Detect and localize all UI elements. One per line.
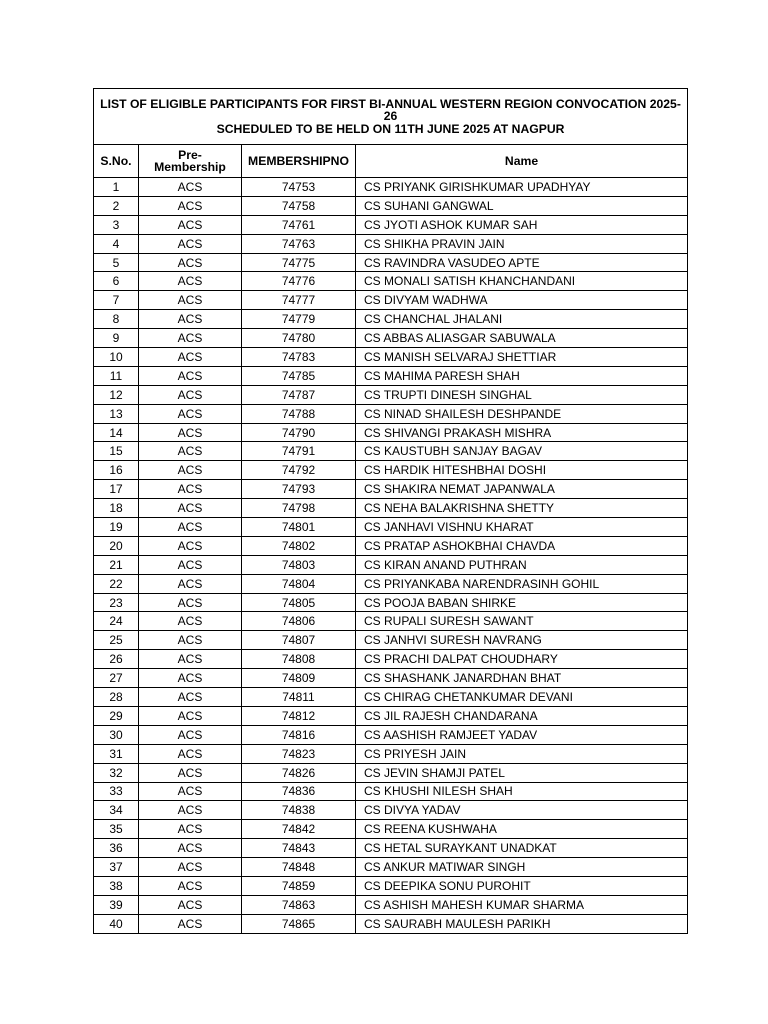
table-row — [94, 876, 688, 895]
participants-table — [93, 88, 688, 934]
row-pre-membership: ACS — [139, 272, 242, 291]
row-membership-no: 74848 — [242, 858, 356, 877]
row-membership-no: 74816 — [242, 725, 356, 744]
row-name: CS TRUPTI DINESH SINGHAL — [356, 385, 688, 404]
row-membership-no: 74807 — [242, 631, 356, 650]
row-membership-no: 74761 — [242, 215, 356, 234]
table-row — [94, 725, 688, 744]
row-pre-membership: ACS — [139, 555, 242, 574]
row-membership-no: 74793 — [242, 480, 356, 499]
table-row — [94, 480, 688, 499]
table-row — [94, 310, 688, 329]
row-sno: 22 — [94, 574, 139, 593]
row-pre-membership: ACS — [139, 234, 242, 253]
row-membership-no: 74801 — [242, 518, 356, 537]
row-sno: 24 — [94, 612, 139, 631]
table-row — [94, 385, 688, 404]
row-sno: 8 — [94, 310, 139, 329]
row-pre-membership: ACS — [139, 480, 242, 499]
row-name: CS PRACHI DALPAT CHOUDHARY — [356, 650, 688, 669]
table-row — [94, 461, 688, 480]
row-membership-no: 74804 — [242, 574, 356, 593]
row-pre-membership: ACS — [139, 669, 242, 688]
table-row — [94, 253, 688, 272]
row-pre-membership: ACS — [139, 291, 242, 310]
document-title — [94, 89, 688, 145]
table-row — [94, 574, 688, 593]
table-row — [94, 858, 688, 877]
table-row — [94, 272, 688, 291]
table-row — [94, 215, 688, 234]
table-row — [94, 914, 688, 933]
table-row — [94, 234, 688, 253]
row-name: CS DEEPIKA SONU PUROHIT — [356, 876, 688, 895]
table-row — [94, 669, 688, 688]
row-name: CS ANKUR MATIWAR SINGH — [356, 858, 688, 877]
row-membership-no: 74798 — [242, 499, 356, 518]
row-membership-no: 74802 — [242, 536, 356, 555]
row-membership-no: 74787 — [242, 385, 356, 404]
row-name: CS MANISH SELVARAJ SHETTIAR — [356, 348, 688, 367]
row-membership-no: 74792 — [242, 461, 356, 480]
row-pre-membership: ACS — [139, 839, 242, 858]
row-sno: 25 — [94, 631, 139, 650]
row-pre-membership: ACS — [139, 782, 242, 801]
table-row — [94, 593, 688, 612]
row-pre-membership: ACS — [139, 348, 242, 367]
row-membership-no: 74775 — [242, 253, 356, 272]
row-sno: 17 — [94, 480, 139, 499]
row-name: CS KIRAN ANAND PUTHRAN — [356, 555, 688, 574]
row-sno: 35 — [94, 820, 139, 839]
row-name: CS KHUSHI NILESH SHAH — [356, 782, 688, 801]
row-pre-membership: ACS — [139, 744, 242, 763]
row-name: CS KAUSTUBH SANJAY BAGAV — [356, 442, 688, 461]
table-row — [94, 763, 688, 782]
row-pre-membership: ACS — [139, 518, 242, 537]
table-row — [94, 329, 688, 348]
row-name: CS PRATAP ASHOKBHAI CHAVDA — [356, 536, 688, 555]
row-name: CS SAURABH MAULESH PARIKH — [356, 914, 688, 933]
row-pre-membership: ACS — [139, 876, 242, 895]
row-pre-membership: ACS — [139, 763, 242, 782]
row-name: CS JANHAVI VISHNU KHARAT — [356, 518, 688, 537]
row-sno: 30 — [94, 725, 139, 744]
title-line-2: SCHEDULED TO BE HELD ON 11TH JUNE 2025 AT NAGPUR — [216, 121, 565, 136]
row-membership-no: 74758 — [242, 196, 356, 215]
row-membership-no: 74838 — [242, 801, 356, 820]
row-sno: 37 — [94, 858, 139, 877]
row-pre-membership: ACS — [139, 404, 242, 423]
row-pre-membership: ACS — [139, 914, 242, 933]
row-name: CS MONALI SATISH KHANCHANDANI — [356, 272, 688, 291]
row-name: CS ASHISH MAHESH KUMAR SHARMA — [356, 895, 688, 914]
table-row — [94, 499, 688, 518]
row-name: CS RUPALI SURESH SAWANT — [356, 612, 688, 631]
table-body — [94, 178, 688, 934]
title-line-1: LIST OF ELIGIBLE PARTICIPANTS FOR FIRST BI-ANNUAL WESTERN REGION CONVOCATION 2025-26 — [100, 97, 681, 124]
row-membership-no: 74865 — [242, 914, 356, 933]
row-name: CS SHIVANGI PRAKASH MISHRA — [356, 423, 688, 442]
title-row — [94, 89, 688, 145]
row-name: CS SUHANI GANGWAL — [356, 196, 688, 215]
row-sno: 28 — [94, 688, 139, 707]
row-sno: 18 — [94, 499, 139, 518]
table-row — [94, 895, 688, 914]
row-name: CS PRIYESH JAIN — [356, 744, 688, 763]
row-name: CS CHANCHAL JHALANI — [356, 310, 688, 329]
row-sno: 40 — [94, 914, 139, 933]
table-row — [94, 782, 688, 801]
row-sno: 20 — [94, 536, 139, 555]
row-name: CS HETAL SURAYKANT UNADKAT — [356, 839, 688, 858]
row-membership-no: 74785 — [242, 366, 356, 385]
row-sno: 29 — [94, 706, 139, 725]
row-pre-membership: ACS — [139, 366, 242, 385]
table-row — [94, 442, 688, 461]
participants-sheet — [93, 88, 687, 934]
row-sno: 38 — [94, 876, 139, 895]
row-pre-membership: ACS — [139, 536, 242, 555]
row-sno: 39 — [94, 895, 139, 914]
row-sno: 6 — [94, 272, 139, 291]
row-name: CS AASHISH RAMJEET YADAV — [356, 725, 688, 744]
row-pre-membership: ACS — [139, 612, 242, 631]
row-sno: 32 — [94, 763, 139, 782]
row-name: CS CHIRAG CHETANKUMAR DEVANI — [356, 688, 688, 707]
row-name: CS POOJA BABAN SHIRKE — [356, 593, 688, 612]
row-membership-no: 74777 — [242, 291, 356, 310]
table-row — [94, 196, 688, 215]
table-row — [94, 820, 688, 839]
row-pre-membership: ACS — [139, 178, 242, 197]
row-membership-no: 74790 — [242, 423, 356, 442]
row-name: CS REENA KUSHWAHA — [356, 820, 688, 839]
row-membership-no: 74823 — [242, 744, 356, 763]
row-name: CS PRIYANK GIRISHKUMAR UPADHYAY — [356, 178, 688, 197]
row-name: CS NINAD SHAILESH DESHPANDE — [356, 404, 688, 423]
table-row — [94, 688, 688, 707]
row-sno: 15 — [94, 442, 139, 461]
table-row — [94, 366, 688, 385]
row-membership-no: 74806 — [242, 612, 356, 631]
table-row — [94, 518, 688, 537]
row-membership-no: 74788 — [242, 404, 356, 423]
row-membership-no: 74859 — [242, 876, 356, 895]
table-row — [94, 404, 688, 423]
row-sno: 1 — [94, 178, 139, 197]
row-name: CS JIL RAJESH CHANDARANA — [356, 706, 688, 725]
row-membership-no: 74779 — [242, 310, 356, 329]
header-name: Name — [356, 145, 688, 178]
row-name: CS DIVYAM WADHWA — [356, 291, 688, 310]
row-membership-no: 74863 — [242, 895, 356, 914]
header-row — [94, 145, 688, 178]
row-sno: 23 — [94, 593, 139, 612]
row-name: CS SHIKHA PRAVIN JAIN — [356, 234, 688, 253]
row-pre-membership: ACS — [139, 442, 242, 461]
row-membership-no: 74826 — [242, 763, 356, 782]
row-membership-no: 74803 — [242, 555, 356, 574]
row-sno: 34 — [94, 801, 139, 820]
table-row — [94, 744, 688, 763]
row-pre-membership: ACS — [139, 385, 242, 404]
header-sno: S.No. — [94, 145, 139, 178]
row-pre-membership: ACS — [139, 310, 242, 329]
table-row — [94, 178, 688, 197]
row-sno: 21 — [94, 555, 139, 574]
row-pre-membership: ACS — [139, 650, 242, 669]
row-name: CS JYOTI ASHOK KUMAR SAH — [356, 215, 688, 234]
row-pre-membership: ACS — [139, 801, 242, 820]
row-sno: 10 — [94, 348, 139, 367]
row-pre-membership: ACS — [139, 461, 242, 480]
row-membership-no: 74843 — [242, 839, 356, 858]
row-sno: 7 — [94, 291, 139, 310]
row-pre-membership: ACS — [139, 593, 242, 612]
table-row — [94, 555, 688, 574]
table-row — [94, 839, 688, 858]
row-pre-membership: ACS — [139, 215, 242, 234]
row-name: CS MAHIMA PARESH SHAH — [356, 366, 688, 385]
table-row — [94, 801, 688, 820]
row-pre-membership: ACS — [139, 895, 242, 914]
table-row — [94, 536, 688, 555]
row-pre-membership: ACS — [139, 423, 242, 442]
header-membership-no: MEMBERSHIPNO — [242, 145, 356, 178]
row-name: CS HARDIK HITESHBHAI DOSHI — [356, 461, 688, 480]
row-pre-membership: ACS — [139, 253, 242, 272]
row-sno: 33 — [94, 782, 139, 801]
row-pre-membership: ACS — [139, 820, 242, 839]
row-membership-no: 74809 — [242, 669, 356, 688]
row-name: CS ABBAS ALIASGAR SABUWALA — [356, 329, 688, 348]
row-sno: 16 — [94, 461, 139, 480]
row-name: CS NEHA BALAKRISHNA SHETTY — [356, 499, 688, 518]
table-row — [94, 291, 688, 310]
row-pre-membership: ACS — [139, 688, 242, 707]
row-sno: 19 — [94, 518, 139, 537]
table-row — [94, 612, 688, 631]
row-sno: 2 — [94, 196, 139, 215]
row-pre-membership: ACS — [139, 706, 242, 725]
row-sno: 27 — [94, 669, 139, 688]
row-pre-membership: ACS — [139, 631, 242, 650]
row-membership-no: 74776 — [242, 272, 356, 291]
row-membership-no: 74811 — [242, 688, 356, 707]
row-sno: 13 — [94, 404, 139, 423]
row-membership-no: 74808 — [242, 650, 356, 669]
row-sno: 31 — [94, 744, 139, 763]
row-name: CS PRIYANKABA NARENDRASINH GOHIL — [356, 574, 688, 593]
row-pre-membership: ACS — [139, 574, 242, 593]
header-pre-line-1: Pre- — [178, 147, 202, 162]
row-membership-no: 74842 — [242, 820, 356, 839]
row-membership-no: 74763 — [242, 234, 356, 253]
row-membership-no: 74753 — [242, 178, 356, 197]
row-membership-no: 74791 — [242, 442, 356, 461]
header-pre-membership — [139, 145, 242, 178]
row-name: CS RAVINDRA VASUDEO APTE — [356, 253, 688, 272]
table-row — [94, 706, 688, 725]
table-row — [94, 423, 688, 442]
row-pre-membership: ACS — [139, 858, 242, 877]
row-pre-membership: ACS — [139, 499, 242, 518]
row-name: CS DIVYA YADAV — [356, 801, 688, 820]
row-membership-no: 74780 — [242, 329, 356, 348]
row-membership-no: 74812 — [242, 706, 356, 725]
row-sno: 9 — [94, 329, 139, 348]
table-row — [94, 650, 688, 669]
table-row — [94, 348, 688, 367]
row-sno: 12 — [94, 385, 139, 404]
row-sno: 4 — [94, 234, 139, 253]
row-membership-no: 74805 — [242, 593, 356, 612]
row-pre-membership: ACS — [139, 329, 242, 348]
row-name: CS JEVIN SHAMJI PATEL — [356, 763, 688, 782]
row-name: CS JANHVI SURESH NAVRANG — [356, 631, 688, 650]
row-sno: 11 — [94, 366, 139, 385]
row-membership-no: 74783 — [242, 348, 356, 367]
row-sno: 3 — [94, 215, 139, 234]
row-sno: 14 — [94, 423, 139, 442]
header-pre-line-2: Membership — [154, 160, 226, 174]
row-sno: 36 — [94, 839, 139, 858]
table-row — [94, 631, 688, 650]
row-pre-membership: ACS — [139, 196, 242, 215]
row-membership-no: 74836 — [242, 782, 356, 801]
row-name: CS SHAKIRA NEMAT JAPANWALA — [356, 480, 688, 499]
row-sno: 26 — [94, 650, 139, 669]
row-sno: 5 — [94, 253, 139, 272]
row-pre-membership: ACS — [139, 725, 242, 744]
row-name: CS SHASHANK JANARDHAN BHAT — [356, 669, 688, 688]
